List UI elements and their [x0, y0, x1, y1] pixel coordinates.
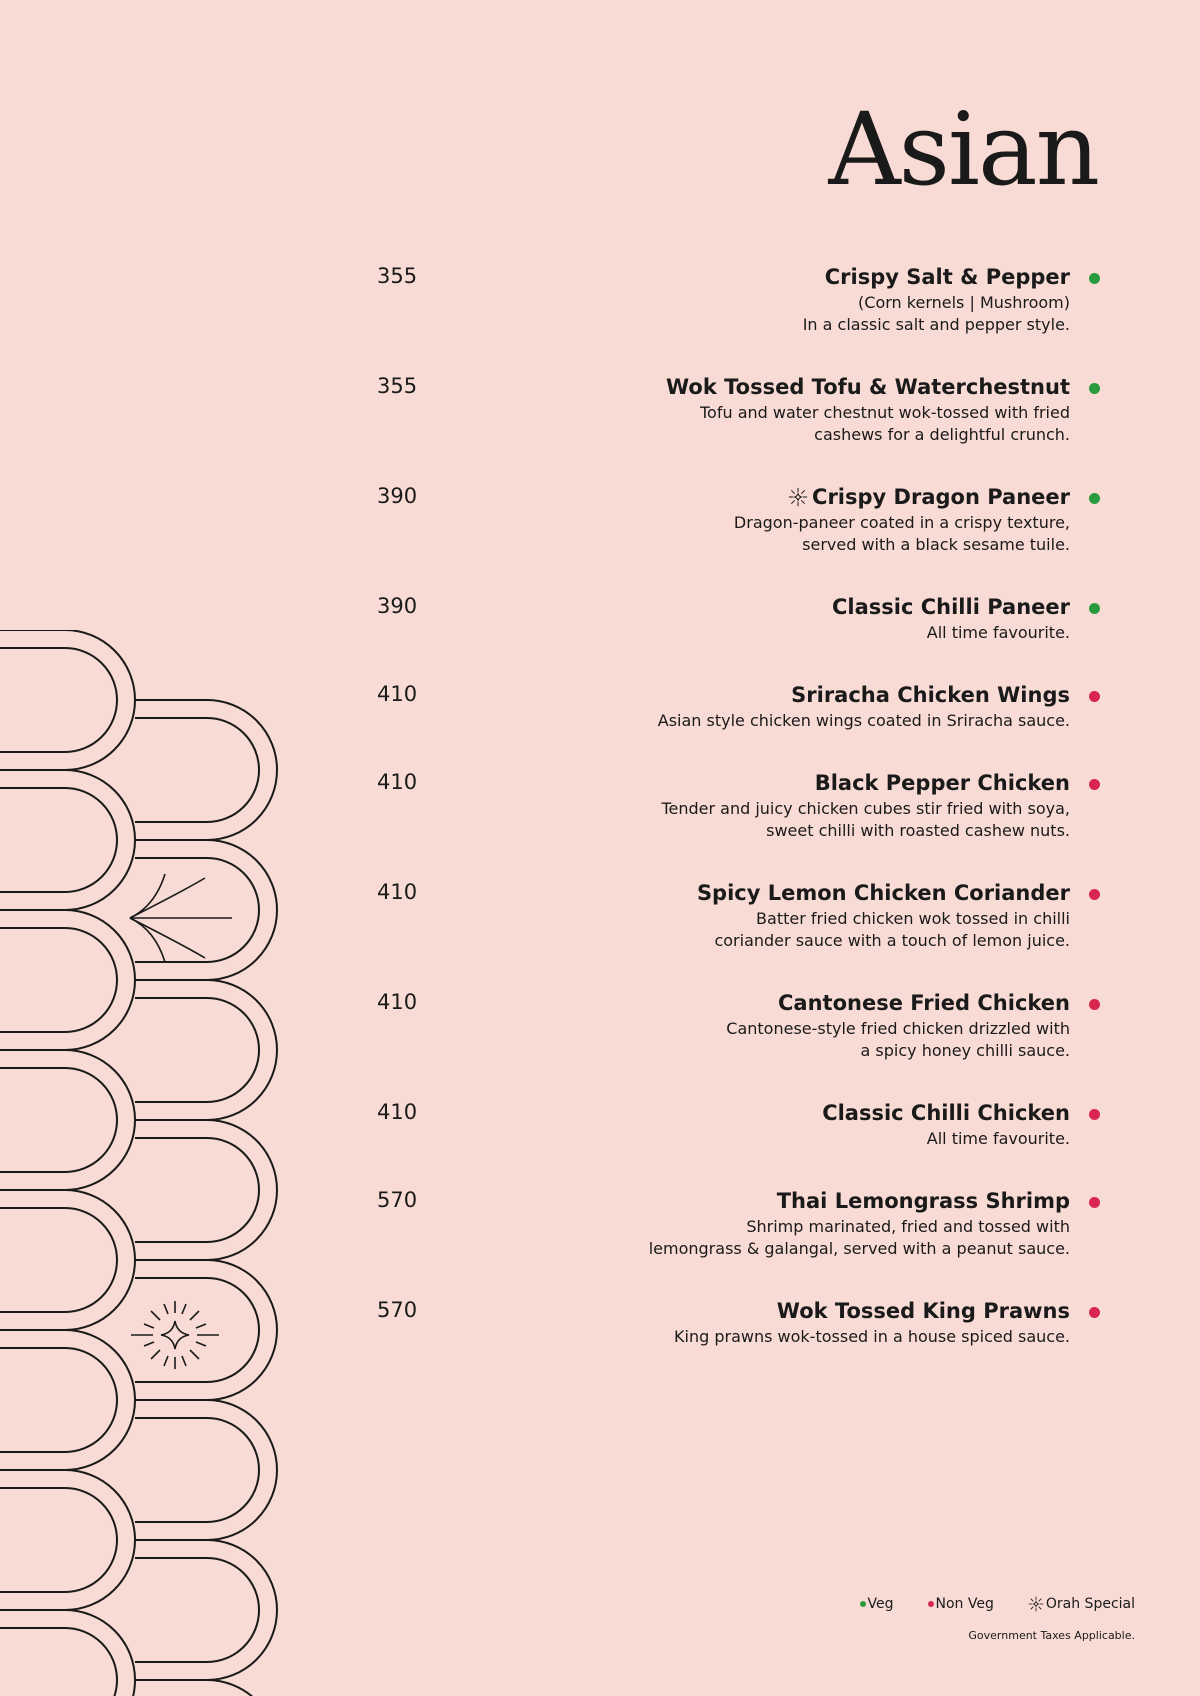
menu-item: [377, 988, 1100, 1062]
item-description: All time favourite.: [926, 623, 1070, 642]
menu-item: [377, 482, 1100, 556]
item-description: Dragon-paneer coated in a crispy texture, served with a black sesame tuile.: [733, 513, 1070, 554]
item-description: Tender and juicy chicken cubes stir fried with soya, sweet chilli with roasted cashew nuts.: [661, 799, 1070, 840]
item-body: [377, 768, 1100, 842]
item-body: [377, 1186, 1100, 1260]
menu-item: [377, 768, 1100, 842]
item-body: [377, 372, 1100, 446]
non-veg-dot-icon: [1089, 779, 1100, 790]
non-veg-dot-icon: [928, 1601, 934, 1607]
item-body: [377, 592, 1100, 644]
item-name: [377, 592, 1070, 622]
item-name-text: Sriracha Chicken Wings: [791, 683, 1070, 707]
legend: [860, 1596, 1135, 1612]
item-name: [377, 262, 1070, 292]
legend-veg-label: Veg: [867, 1596, 894, 1612]
item-description: Batter fried chicken wok tossed in chilli coriander sauce with a touch of lemon juice.: [714, 909, 1070, 950]
item-description: All time favourite.: [926, 1129, 1070, 1148]
legend-veg: [860, 1596, 894, 1612]
tax-note: Government Taxes Applicable.: [968, 1629, 1135, 1642]
item-name-text: Cantonese Fried Chicken: [778, 991, 1070, 1015]
item-name-text: Wok Tossed Tofu & Waterchestnut: [666, 375, 1070, 399]
item-name-text: Spicy Lemon Chicken Coriander: [696, 881, 1070, 905]
item-name-text: Black Pepper Chicken: [814, 771, 1070, 795]
item-name-text: Crispy Dragon Paneer: [812, 485, 1070, 509]
item-description: (Corn kernels | Mushroom) In a classic salt and pepper style.: [802, 293, 1070, 334]
non-veg-dot-icon: [1089, 889, 1100, 900]
item-name-text: Classic Chilli Chicken: [822, 1101, 1070, 1125]
non-veg-dot-icon: [1089, 1197, 1100, 1208]
item-name-text: Wok Tossed King Prawns: [776, 1299, 1070, 1323]
menu-item: [377, 372, 1100, 446]
item-price: 355: [377, 264, 418, 288]
item-body: [377, 680, 1100, 732]
non-veg-dot-icon: [1089, 691, 1100, 702]
item-description: King prawns wok-tossed in a house spiced sauce.: [674, 1327, 1070, 1346]
item-body: [377, 262, 1100, 336]
menu-item: [377, 1186, 1100, 1260]
item-name: [377, 1098, 1070, 1128]
item-description: Tofu and water chestnut wok-tossed with fried cashews for a delightful crunch.: [699, 403, 1070, 444]
menu-item: [377, 878, 1100, 952]
item-name: [377, 680, 1070, 710]
item-body: [377, 1296, 1100, 1348]
non-veg-dot-icon: [1089, 999, 1100, 1010]
veg-dot-icon: [860, 1601, 866, 1607]
special-starburst-icon: [1028, 1596, 1044, 1612]
item-name: [377, 988, 1070, 1018]
non-veg-dot-icon: [1089, 1109, 1100, 1120]
item-price: 355: [377, 374, 418, 398]
item-description: Asian style chicken wings coated in Sriracha sauce.: [657, 711, 1070, 730]
item-price: 570: [377, 1298, 418, 1322]
item-body: [377, 878, 1100, 952]
item-price: 390: [377, 484, 418, 508]
starburst-motif: [131, 1301, 219, 1369]
veg-dot-icon: [1089, 603, 1100, 614]
item-name-text: Classic Chilli Paneer: [832, 595, 1070, 619]
legend-special: [1028, 1596, 1135, 1612]
item-body: [377, 1098, 1100, 1150]
legend-special-label: Orah Special: [1045, 1596, 1135, 1612]
menu-list: [377, 262, 1100, 1384]
arch-pattern-decoration: [0, 630, 290, 1696]
menu-item: [377, 1296, 1100, 1348]
veg-dot-icon: [1089, 493, 1100, 504]
menu-item: [377, 680, 1100, 732]
item-name: [377, 1296, 1070, 1326]
legend-non-veg-label: Non Veg: [935, 1596, 994, 1612]
item-name-text: Thai Lemongrass Shrimp: [776, 1189, 1070, 1213]
item-body: [377, 482, 1100, 556]
item-price: 410: [377, 1100, 418, 1124]
item-name: [377, 482, 1070, 512]
item-description: Cantonese-style fried chicken drizzled with a spicy honey chilli sauce.: [726, 1019, 1070, 1060]
item-name: [377, 372, 1070, 402]
item-name: [377, 768, 1070, 798]
non-veg-dot-icon: [1089, 1307, 1100, 1318]
item-description: Shrimp marinated, fried and tossed with lemongrass & galangal, served with a peanut sauce.: [648, 1217, 1070, 1258]
branch-motif: [130, 874, 232, 962]
item-name-text: Crispy Salt & Pepper: [824, 265, 1070, 289]
item-price: 410: [377, 682, 418, 706]
item-price: 410: [377, 770, 418, 794]
item-name: [377, 878, 1070, 908]
item-name: [377, 1186, 1070, 1216]
item-price: 410: [377, 990, 418, 1014]
item-price: 410: [377, 880, 418, 904]
orah-special-icon: [788, 487, 808, 507]
menu-item: [377, 1098, 1100, 1150]
menu-item: [377, 262, 1100, 336]
item-price: 570: [377, 1188, 418, 1212]
item-price: 390: [377, 594, 418, 618]
veg-dot-icon: [1089, 383, 1100, 394]
menu-item: [377, 592, 1100, 644]
legend-non-veg: [928, 1596, 994, 1612]
page-title: Asian: [828, 91, 1098, 208]
item-body: [377, 988, 1100, 1062]
veg-dot-icon: [1089, 273, 1100, 284]
